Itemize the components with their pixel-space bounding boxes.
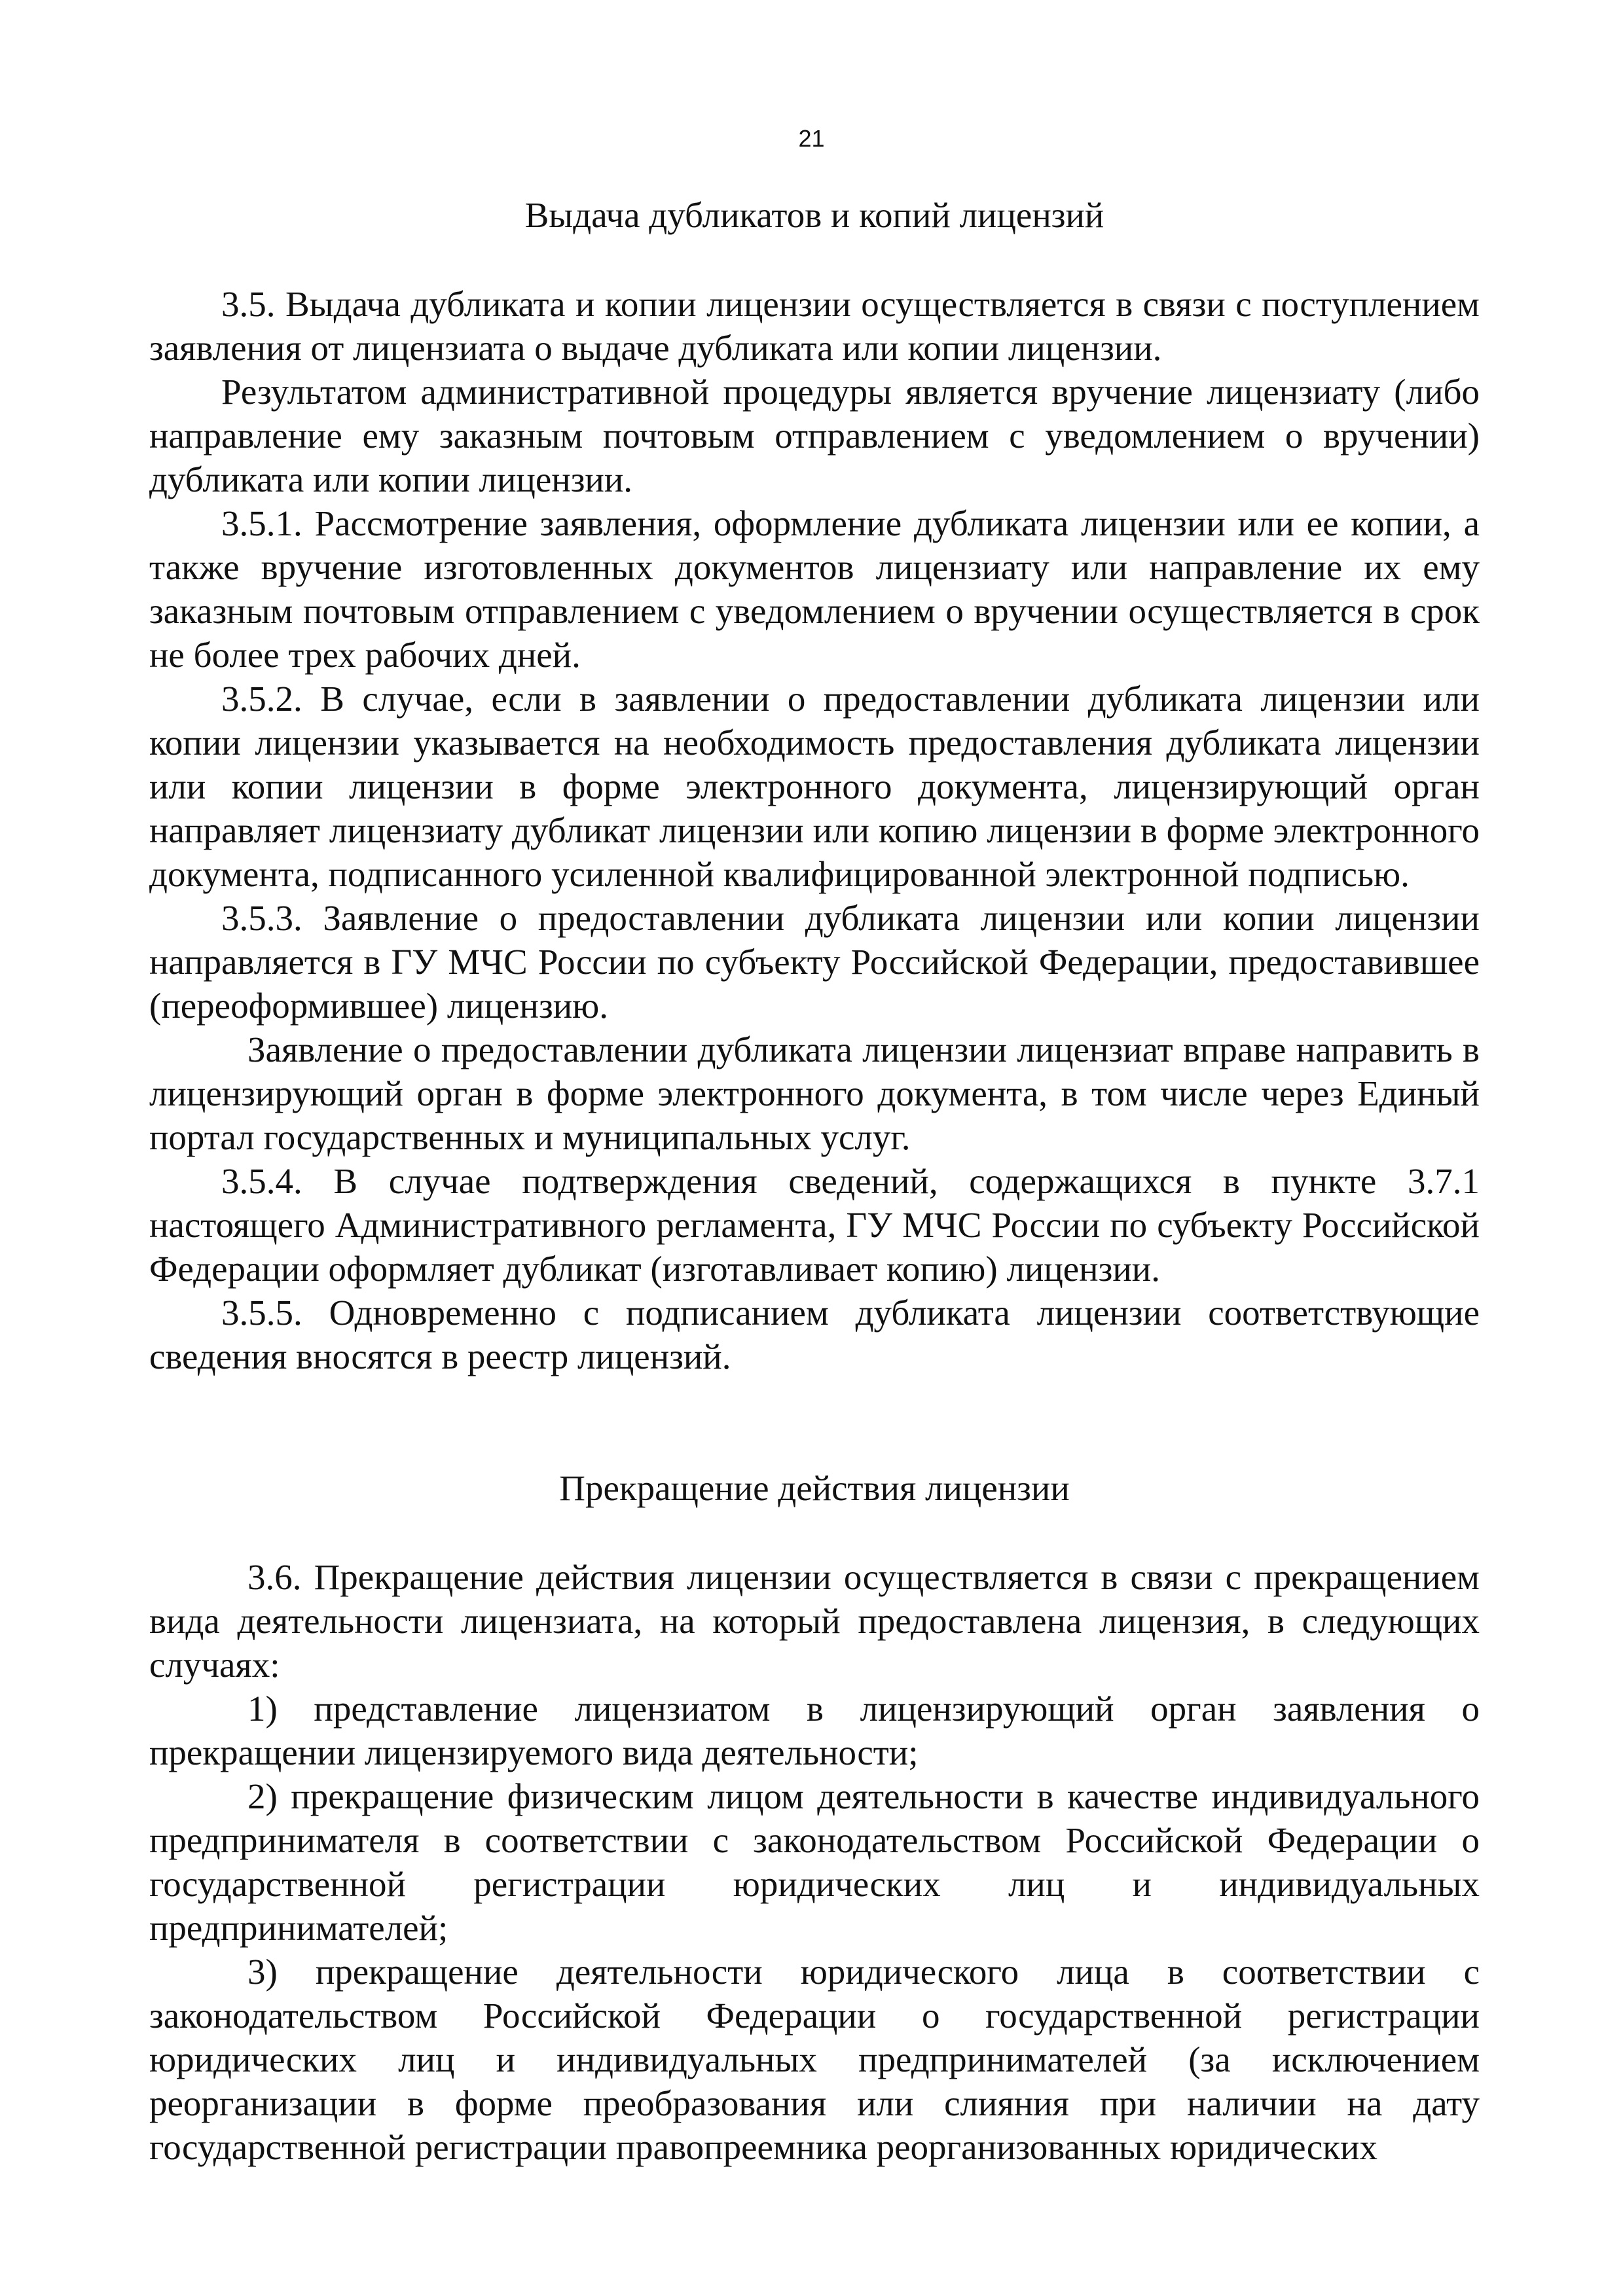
list-item-3: 3) прекращение деятельности юридического лица в соответствии с законодательством Российской Федерации о государственной регистрации юридических лиц и индивидуальных предпринимателей (за исключением реорганизации в форме преобразования или слияния при наличии на дату государственной регистрации правопреемника реорганизованных юридических <box>149 1952 1480 2167</box>
paragraph-3-5-4: 3.5.4. В случае подтверждения сведений, содержащихся в пункте 3.7.1 настоящего Административного регламента, ГУ МЧС России по субъекту Российской Федерации оформляет дубликат (изготавливает копию) лицензии. <box>149 1161 1480 1289</box>
list-item-2: 2) прекращение физическим лицом деятельности в качестве индивидуального предпринимателя в соответствии с законодательством Российской Федерации о государственной регистрации юридических лиц и индивидуальных предпринимателей; <box>149 1776 1480 1948</box>
paragraph-3-5: 3.5. Выдача дубликата и копии лицензии осуществляется в связи с поступлением заявления от лицензиата о выдаче дубликата или копии лицензии. <box>149 284 1480 368</box>
section-title-termination: Прекращение действия лицензии <box>559 1468 1070 1508</box>
paragraph-3-5-2: 3.5.2. В случае, если в заявлении о предоставлении дубликата лицензии или копии лицензии указывается на необходимость предоставления дубликата лицензии или копии лицензии в форме электронного документа, лицензирующий орган направляет лицензиату дубликат лицензии или копию лицензии в форме электронного документа, подписанного усиленной квалифицированной электронной подписью. <box>149 679 1480 894</box>
paragraph-result: Результатом административной процедуры является вручение лицензиату (либо направление ему заказным почтовым отправлением с уведомлением о вручении) дубликата или копии лицензии. <box>149 372 1480 499</box>
paragraph-3-5-1: 3.5.1. Рассмотрение заявления, оформление дубликата лицензии или ее копии, а также вручение изготовленных документов лицензиату или направление их ему заказным почтовым отправлением с уведомлением о вручении осуществляется в срок не более трех рабочих дней. <box>149 503 1480 675</box>
section-body-termination <box>149 1555 1480 2169</box>
section-title-duplicates: Выдача дубликатов и копий лицензий <box>524 195 1104 235</box>
paragraph-3-6: 3.6. Прекращение действия лицензии осуществляется в связи с прекращением вида деятельности лицензиата, на который предоставлена лицензия, в следующих случаях: <box>149 1557 1480 1685</box>
section-body-duplicates <box>149 282 1480 1378</box>
paragraph-3-5-3: 3.5.3. Заявление о предоставлении дубликата лицензии или копии лицензии направляется в ГУ МЧС России по субъекту Российской Федерации, предоставившее (переоформившее) лицензию. <box>149 898 1480 1026</box>
list-item-1: 1) представление лицензиатом в лицензирующий орган заявления о прекращении лицензируемого вида деятельности; <box>149 1689 1480 1772</box>
page-number: 21 <box>798 125 825 152</box>
paragraph-application: Заявление о предоставлении дубликата лицензии лицензиат вправе направить в лицензирующий орган в форме электронного документа, в том числе через Единый портал государственных и муниципальных услуг. <box>149 1030 1480 1157</box>
paragraph-3-5-5: 3.5.5. Одновременно с подписанием дубликата лицензии соответствующие сведения вносятся в реестр лицензий. <box>149 1293 1480 1376</box>
